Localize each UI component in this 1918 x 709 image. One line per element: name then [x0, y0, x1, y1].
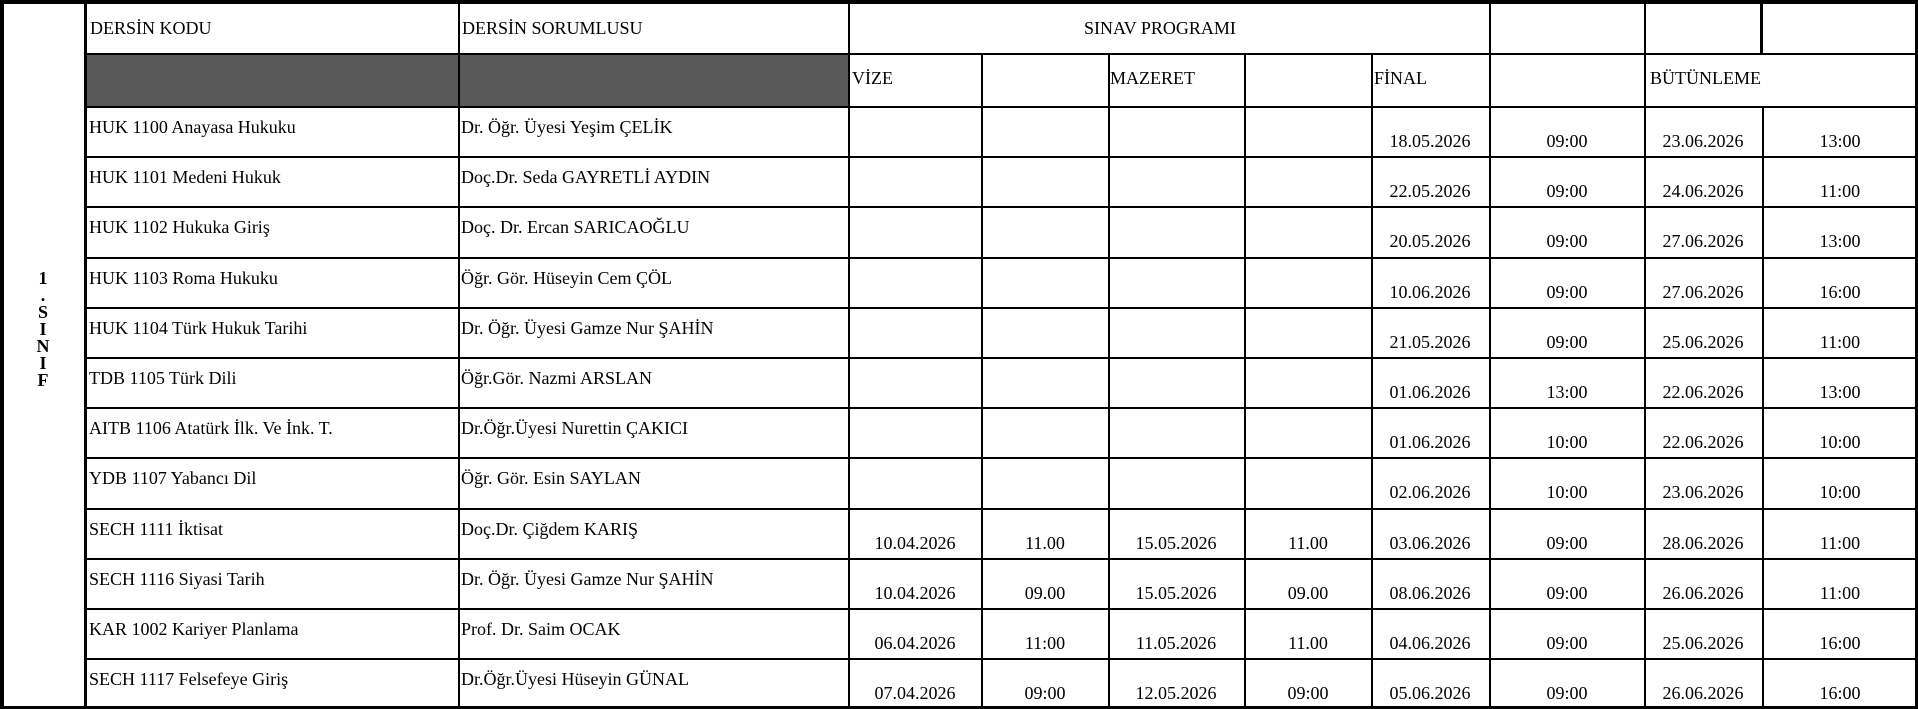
course-code-cell: HUK 1101 Medeni Hukuk [89, 167, 281, 188]
mazeret-time-cell: 09:00 [1287, 683, 1329, 704]
class-label-char: S [37, 302, 48, 322]
final-date-cell: 05.06.2026 [1389, 683, 1471, 704]
mazeret-time-cell: 11.00 [1288, 532, 1328, 553]
final-date-cell: 01.06.2026 [1389, 382, 1471, 402]
but-time-cell: 10:00 [1819, 432, 1861, 453]
vize-time-cell: 09:00 [1024, 683, 1066, 704]
final-header: FİNAL [1374, 68, 1427, 88]
but-date-cell: 25.06.2026 [1662, 633, 1744, 653]
but-date-cell: 26.06.2026 [1662, 582, 1744, 603]
gray-header-cell-instructor [459, 53, 849, 106]
vize-header: VİZE [852, 68, 893, 88]
vline-vize-time [981, 53, 983, 709]
instructor-cell: Doç.Dr. Çiğdem KARIŞ [461, 518, 638, 539]
instructor-cell: Dr. Öğr. Üyesi Gamze Nur ŞAHİN [461, 568, 714, 589]
but-date-cell: 22.06.2026 [1662, 382, 1744, 402]
course-code-header: DERSİN KODU [90, 18, 212, 38]
final-time-cell: 09:00 [1546, 131, 1588, 151]
but-date-cell: 24.06.2026 [1662, 181, 1744, 202]
vline-mazeret [1108, 53, 1110, 709]
course-code-cell: SECH 1117 Felsefeye Giriş [89, 669, 289, 690]
but-date-cell: 27.06.2026 [1662, 281, 1744, 302]
border-left [0, 0, 4, 709]
instructor-cell: Prof. Dr. Saim OCAK [461, 619, 621, 639]
mazeret-header: MAZERET [1110, 68, 1195, 88]
class-label-char: N [36, 336, 50, 356]
instructor-cell: Doç. Dr. Ercan SARICAOĞLU [461, 217, 690, 238]
but-time-cell: 16:00 [1819, 633, 1861, 653]
but-date-cell: 23.06.2026 [1662, 131, 1744, 151]
class-label-char: I [39, 319, 47, 339]
course-code-cell: SECH 1111 İktisat [89, 518, 223, 539]
vize-time-cell: 09.00 [1024, 582, 1066, 603]
but-date-cell: 22.06.2026 [1662, 432, 1744, 453]
mazeret-date-cell: 15.05.2026 [1135, 532, 1217, 553]
class-label [30, 270, 56, 389]
vize-date-cell: 10.04.2026 [874, 582, 956, 603]
mazeret-date-cell: 11.05.2026 [1135, 633, 1217, 653]
course-code-cell: SECH 1116 Siyasi Tarih [89, 568, 265, 589]
final-time-cell: 09:00 [1546, 281, 1588, 302]
final-date-cell: 04.06.2026 [1389, 633, 1471, 653]
course-code-cell: HUK 1102 Hukuka Giriş [89, 217, 270, 238]
final-time-cell: 09:00 [1546, 683, 1588, 704]
final-date-cell: 02.06.2026 [1389, 482, 1471, 503]
final-date-cell: 10.06.2026 [1389, 281, 1471, 302]
class-label-char: I [39, 353, 47, 373]
but-time-cell: 11:00 [1819, 582, 1861, 603]
but-date-cell: 26.06.2026 [1662, 683, 1744, 704]
but-date-cell: 28.06.2026 [1662, 532, 1744, 553]
vize-time-cell: 11.00 [1025, 532, 1065, 553]
exam-program-header: SINAV PROGRAMI [1084, 18, 1236, 38]
vline-mazeret-time [1244, 53, 1246, 709]
final-date-cell: 21.05.2026 [1389, 331, 1471, 352]
but-time-cell: 10:00 [1819, 482, 1861, 503]
but-time-cell: 16:00 [1819, 281, 1861, 302]
butunleme-header: BÜTÜNLEME [1650, 68, 1761, 88]
vize-time-cell: 11:00 [1024, 633, 1066, 653]
mazeret-date-cell: 12.05.2026 [1135, 683, 1217, 704]
mazeret-time-cell: 09.00 [1287, 582, 1329, 603]
vline-program [848, 0, 850, 709]
instructor-cell: Dr. Öğr. Üyesi Gamze Nur ŞAHİN [461, 317, 714, 338]
course-code-cell: HUK 1104 Türk Hukuk Tarihi [89, 317, 308, 338]
vize-date-cell: 07.04.2026 [874, 683, 956, 704]
class-label-char: . [40, 285, 46, 305]
class-label-char: 1 [38, 268, 48, 288]
final-time-cell: 09:00 [1546, 532, 1588, 553]
course-code-cell: TDB 1105 Türk Dili [89, 368, 237, 388]
final-date-cell: 01.06.2026 [1389, 432, 1471, 453]
final-time-cell: 09:00 [1546, 181, 1588, 202]
but-time-cell: 11:00 [1819, 331, 1861, 352]
but-time-cell: 16:00 [1819, 683, 1861, 704]
vline-class [84, 0, 87, 709]
mazeret-date-cell: 15.05.2026 [1135, 582, 1217, 603]
final-date-cell: 18.05.2026 [1389, 131, 1471, 151]
instructor-cell: Öğr.Gör. Nazmi ARSLAN [461, 368, 652, 388]
course-code-cell: HUK 1100 Anayasa Hukuku [89, 117, 296, 137]
but-date-cell: 27.06.2026 [1662, 231, 1744, 252]
final-date-cell: 22.05.2026 [1389, 181, 1471, 202]
instructor-cell: Dr. Öğr. Üyesi Yeşim ÇELİK [461, 117, 673, 137]
instructor-cell: Öğr. Gör. Hüseyin Cem ÇÖL [461, 267, 672, 288]
but-time-cell: 13:00 [1819, 382, 1861, 402]
course-code-cell: YDB 1107 Yabancı Dil [89, 468, 257, 489]
but-date-cell: 23.06.2026 [1662, 482, 1744, 503]
instructor-cell: Doç.Dr. Seda GAYRETLİ AYDIN [461, 167, 711, 188]
vize-date-cell: 06.04.2026 [874, 633, 956, 653]
final-time-cell: 13:00 [1546, 382, 1588, 402]
final-time-cell: 10:00 [1546, 432, 1588, 453]
but-time-cell: 13:00 [1819, 231, 1861, 252]
instructor-cell: Öğr. Gör. Esin SAYLAN [461, 468, 641, 489]
course-code-cell: KAR 1002 Kariyer Planlama [89, 619, 299, 639]
course-code-cell: HUK 1103 Roma Hukuku [89, 267, 278, 288]
border-top [0, 0, 1918, 4]
instructor-cell: Dr.Öğr.Üyesi Nurettin ÇAKICI [461, 418, 688, 439]
final-date-cell: 20.05.2026 [1389, 231, 1471, 252]
vline-top-right [1760, 0, 1763, 53]
final-date-cell: 08.06.2026 [1389, 582, 1471, 603]
vize-date-cell: 10.04.2026 [874, 532, 956, 553]
final-time-cell: 09:00 [1546, 231, 1588, 252]
mazeret-time-cell: 11.00 [1288, 633, 1328, 653]
instructor-header: DERSİN SORUMLUSU [462, 18, 643, 38]
final-date-cell: 03.06.2026 [1389, 532, 1471, 553]
final-time-cell: 09:00 [1546, 633, 1588, 653]
but-time-cell: 11:00 [1819, 532, 1861, 553]
class-label-char: F [37, 370, 49, 390]
final-time-cell: 09:00 [1546, 331, 1588, 352]
vline-instructor [458, 0, 460, 709]
but-time-cell: 11:00 [1819, 181, 1861, 202]
but-time-cell: 13:00 [1819, 131, 1861, 151]
final-time-cell: 09:00 [1546, 582, 1588, 603]
course-code-cell: AITB 1106 Atatürk İlk. Ve İnk. T. [89, 418, 333, 439]
instructor-cell: Dr.Öğr.Üyesi Hüseyin GÜNAL [461, 669, 689, 690]
but-date-cell: 25.06.2026 [1662, 331, 1744, 352]
gray-header-cell-code [86, 53, 459, 106]
final-time-cell: 10:00 [1546, 482, 1588, 503]
